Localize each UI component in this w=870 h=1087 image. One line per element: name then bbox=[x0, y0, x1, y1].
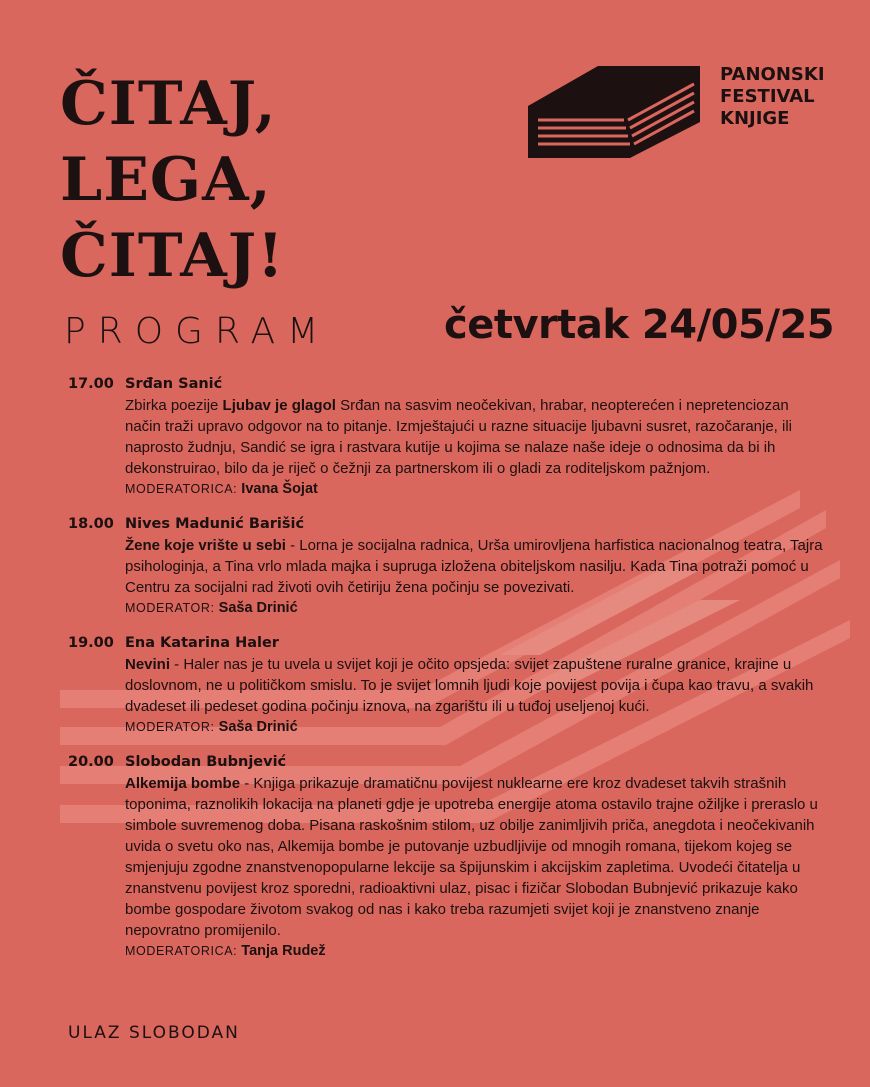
festival-name-line-3: KNJIGE bbox=[720, 108, 790, 129]
moderator-line bbox=[125, 717, 825, 738]
event-date: četvrtak 24/05/25 bbox=[444, 302, 835, 348]
moderator-label: MODERATORICA: bbox=[125, 944, 238, 958]
book-title: Nevini bbox=[125, 656, 171, 673]
event-description: - Lorna je socijalna radnica, Urša umirovljena harfistica nacionalnog teatra, Tajra psihologinja, a Tina vrlo mlada majka i supruga izložena obiteljskom nasilju. Kada Tina potraži pomoć u Centru za socijalni rad životi ovih četiriju žena počinju se povezivati. bbox=[125, 537, 823, 596]
event-time: 18.00 bbox=[68, 516, 114, 532]
event-time: 17.00 bbox=[68, 376, 114, 392]
moderator-name: Tanja Rudež bbox=[241, 943, 326, 959]
book-title: Žene koje vrište u sebi bbox=[125, 537, 286, 554]
headline-line-2: LEGA, bbox=[60, 145, 272, 215]
event-description: - Knjiga prikazuje dramatičnu povijest nuklearne ere kroz dvadeset takvih strašnih toponima, raznolikih lokacija na planeti gdje je upotreba energije atoma ostavilo trajne ožiljke i preraslo u simbole suvremenog doba. Pisana raskošnim stilom, uz obilje zanimljivih priča, anegdota i neočekivanih uvida o svetu oko nas, Alkemija bombe je putovanje uzbudljivije od mnogih romana, tijekom kojeg se smjenjuju zgodne znanstvenopopularne lekcije sa špijunskim i akcijskim zapletima. Uvodeći čitatelja u znanstvenu povijest kroz sporedni, radioaktivni ulaz, pisac i fizičar Slobodan Bubnjević prikazuje kako bombe gospodare životom svakog od nas i kako treba razumjeti svijet koji je znanstveno znanje nepovratno promijenilo. bbox=[125, 775, 818, 939]
event-description: - Haler nas je tu uvela u svijet koji je očito opsjeda: svijet zapuštene ruralne granice, krajine u doslovnom, ne u političkom smislu. To je svijet lomnih ljudi koje povijest povija i čupa kao travu, a svakih dvadeset ili pedeset godina počinju iznova, na zgarištu ili u tuđoj useljenoj kući. bbox=[125, 656, 814, 715]
moderator-line bbox=[125, 598, 825, 619]
entry-note: ULAZ SLOBODAN bbox=[68, 1023, 240, 1043]
moderator-name: Ivana Šojat bbox=[241, 481, 318, 497]
event-author: Ena Katarina Haler bbox=[125, 635, 279, 651]
event-item bbox=[68, 514, 828, 619]
headline-line-1: ČITAJ, bbox=[60, 69, 277, 139]
moderator-name: Saša Drinić bbox=[218, 719, 298, 735]
moderator-label: MODERATORICA: bbox=[125, 482, 238, 496]
headline-line-3: ČITAJ! bbox=[60, 221, 285, 291]
event-item bbox=[68, 752, 828, 962]
event-body bbox=[125, 514, 825, 619]
event-time: 19.00 bbox=[68, 635, 114, 651]
event-time: 20.00 bbox=[68, 754, 114, 770]
festival-name bbox=[720, 64, 825, 130]
headline bbox=[60, 66, 284, 294]
moderator-name: Saša Drinić bbox=[218, 600, 298, 616]
event-body bbox=[125, 752, 825, 962]
event-intro: Zbirka poezije bbox=[125, 397, 223, 414]
book-stack-logo-icon bbox=[528, 62, 704, 162]
event-author: Nives Madunić Barišić bbox=[125, 516, 305, 532]
moderator-label: MODERATOR: bbox=[125, 720, 215, 734]
event-body bbox=[125, 374, 825, 500]
event-item bbox=[68, 633, 828, 738]
event-list bbox=[68, 374, 828, 976]
event-body bbox=[125, 633, 825, 738]
moderator-line bbox=[125, 941, 825, 962]
book-title: Ljubav je glagol bbox=[222, 397, 336, 414]
festival-name-line-1: PANONSKI bbox=[720, 64, 825, 85]
book-title: Alkemija bombe bbox=[125, 775, 241, 792]
event-author: Srđan Sanić bbox=[125, 376, 223, 392]
festival-name-line-2: FESTIVAL bbox=[720, 86, 815, 107]
event-author: Slobodan Bubnjević bbox=[125, 754, 287, 770]
program-label: PROGRAM bbox=[64, 311, 331, 352]
event-item bbox=[68, 374, 828, 500]
moderator-line bbox=[125, 479, 825, 500]
moderator-label: MODERATOR: bbox=[125, 601, 215, 615]
event-description: Srđan na sasvim neočekivan, hrabar, neopterećen i nepretenciozan način traži upravo odgovor na to pitanje. Izmještajući u razne situacije ljubavni susret, razočaranje, ili naprosto žudnju, Sandić se igra i rastvara kutije u kojima se nalaze naše ideje o odnosima da bi ih dekonstruirao, bilo da je riječ o čežnji za partnerskom ili o gladi za roditeljskom pažnjom. bbox=[125, 397, 793, 477]
